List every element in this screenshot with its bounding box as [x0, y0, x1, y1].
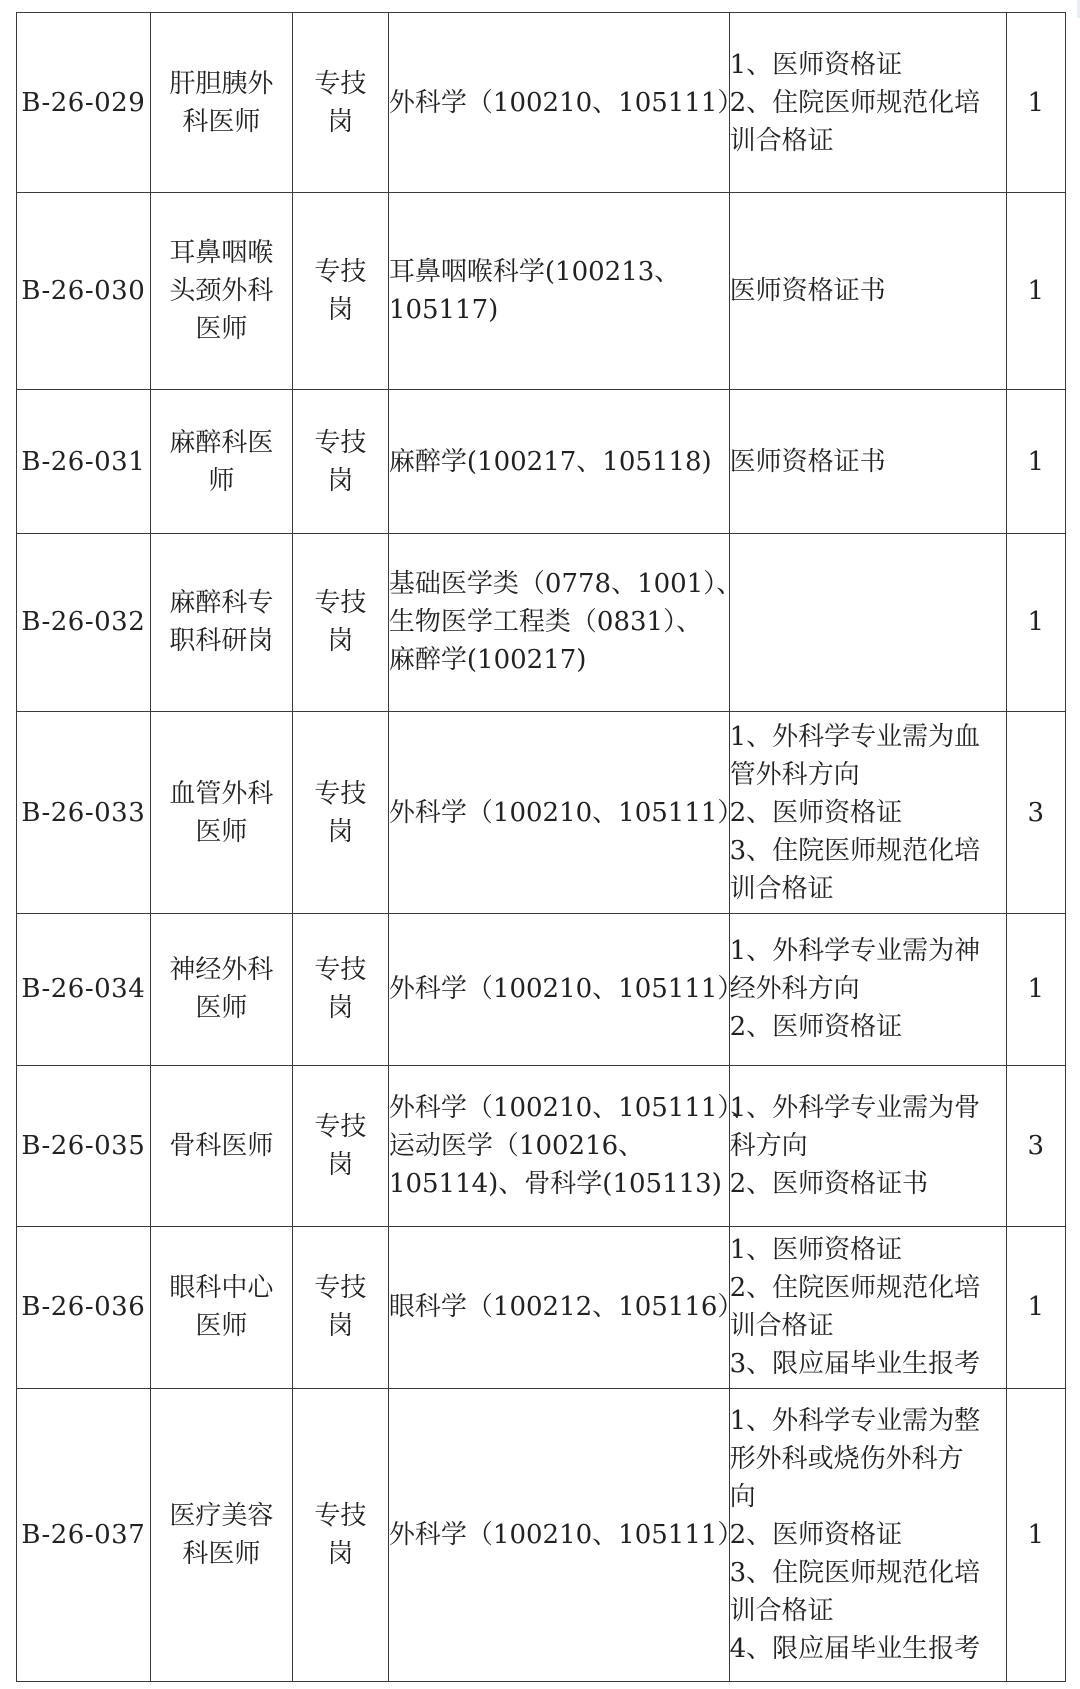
- position-type-line: 专技: [314, 588, 367, 619]
- table-row: [17, 390, 1066, 534]
- headcount: 1: [1006, 390, 1065, 534]
- position-title: [150, 390, 292, 534]
- major-requirement-line: 105114)、骨科学(105113): [388, 1168, 722, 1199]
- position-type: [292, 1065, 388, 1226]
- position-type-line: 岗: [327, 816, 354, 847]
- position-code: B-26-035: [17, 1065, 151, 1226]
- position-title-line: 耳鼻咽喉: [169, 238, 274, 269]
- major-requirement: [388, 13, 744, 193]
- position-title: [150, 193, 292, 390]
- other-requirements-line: 2、医师资格证: [729, 797, 903, 828]
- position-title-line: 麻醉科专: [169, 588, 274, 619]
- other-requirements-line: 训合格证: [729, 125, 834, 156]
- other-requirements-line: 4、限应届毕业生报考: [729, 1633, 981, 1664]
- other-requirements-line: 1、医师资格证: [729, 1235, 903, 1266]
- position-title-line: 血管外科: [169, 778, 274, 809]
- position-title-line: 眼科中心: [169, 1273, 274, 1304]
- major-requirement: [388, 1065, 757, 1226]
- major-requirement: [388, 914, 744, 1065]
- major-requirement: [388, 534, 743, 712]
- position-type: [292, 13, 388, 193]
- position-title: [150, 711, 292, 913]
- position-type-line: 专技: [314, 1500, 367, 1531]
- major-requirement-line: 外科学（100210、105111）: [388, 974, 744, 1005]
- position-title: [150, 914, 292, 1065]
- position-title: [150, 13, 292, 193]
- major-requirement-line: 外科学（100210、105111）: [388, 797, 744, 828]
- position-type-line: 专技: [314, 955, 367, 986]
- position-title-line: 师: [208, 465, 235, 496]
- major-requirement-line: 外科学（100210、105111）、: [388, 1092, 757, 1123]
- headcount: 1: [1006, 914, 1065, 1065]
- position-type: [292, 534, 388, 712]
- table-row: [17, 534, 1066, 712]
- table-row: [17, 1065, 1066, 1226]
- position-type-line: 岗: [327, 626, 354, 657]
- position-type: [292, 390, 388, 534]
- table-row: [17, 1226, 1066, 1388]
- table-row: [17, 1388, 1066, 1681]
- other-requirements: [729, 1065, 1006, 1226]
- other-requirements-line: 医师资格证书: [729, 446, 886, 477]
- position-type-line: 岗: [327, 993, 354, 1024]
- major-requirement-line: 基础医学类（0778、1001）、: [388, 569, 743, 600]
- position-title-line: 科医师: [182, 106, 261, 137]
- position-title-line: 麻醉科医: [169, 427, 274, 458]
- major-requirement-line: 麻醉学(100217): [388, 645, 587, 676]
- job-table-body: [17, 13, 1066, 1682]
- position-title-line: 职科研岗: [169, 626, 274, 657]
- position-code: B-26-033: [17, 711, 151, 913]
- position-code: B-26-032: [17, 534, 151, 712]
- position-type-line: 专技: [314, 1111, 367, 1142]
- position-type: [292, 914, 388, 1065]
- position-type-line: 专技: [314, 778, 367, 809]
- table-row: [17, 914, 1066, 1065]
- other-requirements: [729, 390, 1006, 534]
- other-requirements-line: 训合格证: [729, 1595, 834, 1626]
- other-requirements-line: 1、外科学专业需为神: [729, 936, 981, 967]
- table-row: [17, 711, 1066, 913]
- position-type-line: 岗: [327, 295, 354, 326]
- position-code: B-26-031: [17, 390, 151, 534]
- position-title-line: 医师: [195, 314, 248, 345]
- table-row: [17, 193, 1066, 390]
- headcount: 1: [1006, 1226, 1065, 1388]
- position-type: [292, 1226, 388, 1388]
- major-requirement: [388, 711, 744, 913]
- other-requirements-line: 1、外科学专业需为血: [729, 721, 981, 752]
- other-requirements-line: 经外科方向: [729, 974, 860, 1005]
- position-type: [292, 193, 388, 390]
- other-requirements-line: 管外科方向: [729, 759, 860, 790]
- position-code: B-26-037: [17, 1388, 151, 1681]
- major-requirement-line: 眼科学（100212、105116）: [388, 1292, 744, 1323]
- other-requirements-line: 医师资格证书: [729, 276, 886, 307]
- position-type-line: 专技: [314, 1273, 367, 1304]
- other-requirements: [729, 13, 1006, 193]
- position-title-line: 肝胆胰外: [169, 68, 274, 99]
- major-requirement-line: 麻醉学(100217、105118): [388, 446, 712, 477]
- position-type-line: 岗: [327, 1311, 354, 1342]
- table-row: [17, 13, 1066, 193]
- position-title-line: 科医师: [182, 1538, 261, 1569]
- other-requirements-line: 3、住院医师规范化培: [729, 1557, 981, 1588]
- position-title: [150, 534, 292, 712]
- position-title-line: 医师: [195, 993, 248, 1024]
- other-requirements-line: 3、限应届毕业生报考: [729, 1349, 981, 1380]
- position-title-line: 医疗美容: [169, 1500, 274, 1531]
- position-code: B-26-036: [17, 1226, 151, 1388]
- headcount: 3: [1006, 711, 1065, 913]
- other-requirements-line: 3、住院医师规范化培: [729, 835, 981, 866]
- position-title: [150, 1226, 292, 1388]
- position-title: [150, 1065, 292, 1226]
- other-requirements-line: 训合格证: [729, 1311, 834, 1342]
- position-type: [292, 1388, 388, 1681]
- major-requirement: [388, 193, 729, 390]
- other-requirements-line: 训合格证: [729, 873, 834, 904]
- major-requirement-line: 耳鼻咽喉科学(100213、: [388, 257, 681, 288]
- position-type-line: 专技: [314, 257, 367, 288]
- position-code: B-26-029: [17, 13, 151, 193]
- position-type-line: 岗: [327, 1538, 354, 1569]
- other-requirements: [729, 914, 1006, 1065]
- position-title-line: 头颈外科: [169, 276, 274, 307]
- major-requirement: [388, 1226, 744, 1388]
- position-title-line: 医师: [195, 816, 248, 847]
- major-requirement-line: 运动医学（100216、: [388, 1130, 645, 1161]
- headcount: 1: [1006, 13, 1065, 193]
- other-requirements: [729, 534, 1006, 712]
- position-title-line: 神经外科: [169, 955, 274, 986]
- other-requirements-line: 2、医师资格证书: [729, 1168, 929, 1199]
- position-type-line: 岗: [327, 106, 354, 137]
- major-requirement: [388, 1388, 744, 1681]
- major-requirement-line: 外科学（100210、105111）: [388, 87, 744, 118]
- position-type-line: 专技: [314, 68, 367, 99]
- position-type-line: 专技: [314, 427, 367, 458]
- headcount: 1: [1006, 1388, 1065, 1681]
- position-type: [292, 711, 388, 913]
- job-table: [16, 12, 1066, 1682]
- position-title-line: 医师: [195, 1311, 248, 1342]
- other-requirements-line: 形外科或烧伤外科方: [729, 1443, 964, 1474]
- major-requirement-line: 生物医学工程类（0831）、: [388, 607, 703, 638]
- position-code: B-26-030: [17, 193, 151, 390]
- headcount: 3: [1006, 1065, 1065, 1226]
- other-requirements: [729, 1388, 1006, 1681]
- position-title: [150, 1388, 292, 1681]
- other-requirements: [729, 711, 1006, 913]
- major-requirement-line: 105117): [388, 295, 499, 326]
- other-requirements-line: 科方向: [729, 1130, 808, 1161]
- headcount: 1: [1006, 193, 1065, 390]
- other-requirements-line: 2、住院医师规范化培: [729, 87, 981, 118]
- other-requirements: [729, 193, 1006, 390]
- other-requirements-line: 1、外科学专业需为整: [729, 1405, 981, 1436]
- position-code: B-26-034: [17, 914, 151, 1065]
- other-requirements-line: 1、医师资格证: [729, 49, 903, 80]
- other-requirements-line: 2、医师资格证: [729, 1012, 903, 1043]
- headcount: 1: [1006, 534, 1065, 712]
- other-requirements-line: 2、医师资格证: [729, 1519, 903, 1550]
- position-type-line: 岗: [327, 1149, 354, 1180]
- major-requirement-line: 外科学（100210、105111）: [388, 1519, 744, 1550]
- major-requirement: [388, 390, 729, 534]
- other-requirements-line: 2、住院医师规范化培: [729, 1273, 981, 1304]
- other-requirements-line: 向: [729, 1481, 756, 1512]
- position-type-line: 岗: [327, 465, 354, 496]
- other-requirements: [729, 1226, 1006, 1388]
- other-requirements-line: 1、外科学专业需为骨: [729, 1092, 981, 1123]
- position-title-line: 骨科医师: [169, 1130, 274, 1161]
